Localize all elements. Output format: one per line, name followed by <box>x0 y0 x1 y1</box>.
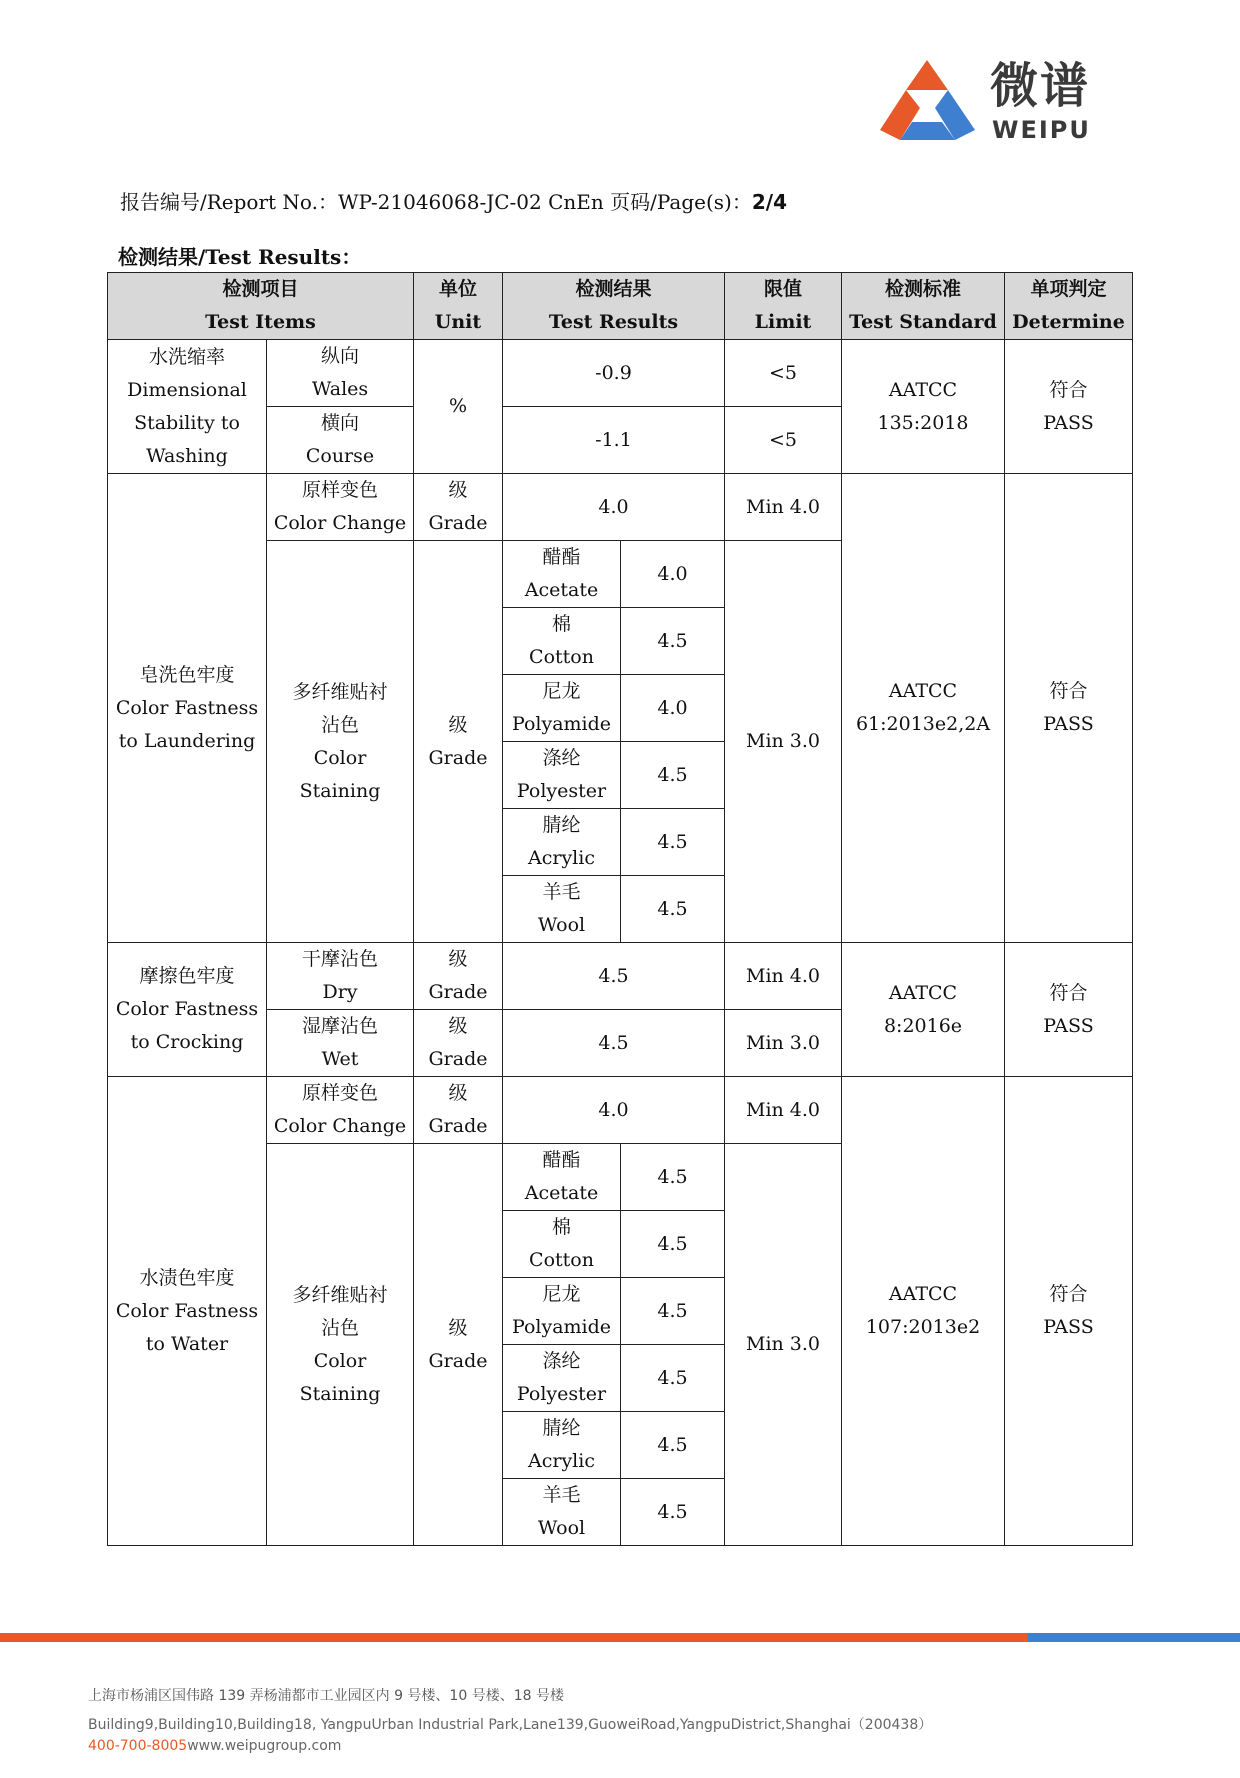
fiber-name: 棉 Cotton <box>503 1211 621 1278</box>
header-test-standard: 检测标准 Test Standard <box>842 273 1005 340</box>
report-number-line <box>120 188 787 216</box>
fiber-value: 4.5 <box>621 1211 725 1278</box>
fiber-value: 4.5 <box>621 1144 725 1211</box>
laundering-staining-limit: Min 3.0 <box>725 541 842 943</box>
laundering-color-change: 原样变色 Color Change <box>267 474 414 541</box>
crocking-dry: 干摩沾色 Dry <box>267 943 414 1010</box>
footer-contact <box>88 1738 341 1754</box>
crocking-dry-unit: 级 Grade <box>414 943 503 1010</box>
dimensional-determine: 符合 PASS <box>1005 340 1133 474</box>
report-number-text: 报告编号/Report No.：WP-21046068-JC-02 CnEn 页码/Page(s)： <box>120 190 752 214</box>
table-row <box>108 474 1133 541</box>
header-determine: 单项判定 Determine <box>1005 273 1133 340</box>
logo-english-text: WEIPU <box>992 116 1091 144</box>
crocking-wet-result: 4.5 <box>503 1010 725 1077</box>
crocking-dry-limit: Min 4.0 <box>725 943 842 1010</box>
fiber-value: 4.5 <box>621 876 725 943</box>
footer-phone: 400-700-8005 <box>88 1738 188 1754</box>
crocking-wet: 湿摩沾色 Wet <box>267 1010 414 1077</box>
fiber-value: 4.5 <box>621 608 725 675</box>
page-number: 2/4 <box>751 190 787 214</box>
dimensional-sub-course: 横向 Course <box>267 407 414 474</box>
crocking-standard: AATCC 8:2016e <box>842 943 1005 1077</box>
fiber-value: 4.0 <box>621 675 725 742</box>
fiber-name: 尼龙 Polyamide <box>503 1278 621 1345</box>
dimensional-result-course: -1.1 <box>503 407 725 474</box>
fiber-name: 羊毛 Wool <box>503 1479 621 1546</box>
crocking-wet-limit: Min 3.0 <box>725 1010 842 1077</box>
dimensional-unit: % <box>414 340 503 474</box>
dimensional-standard: AATCC 135:2018 <box>842 340 1005 474</box>
crocking-wet-unit: 级 Grade <box>414 1010 503 1077</box>
weipu-logo <box>880 58 1110 148</box>
table-row <box>108 943 1133 1010</box>
footer-website[interactable]: www.weipugroup.com <box>187 1738 342 1754</box>
crocking-determine: 符合 PASS <box>1005 943 1133 1077</box>
fiber-value: 4.5 <box>621 742 725 809</box>
water-staining-unit: 级 Grade <box>414 1144 503 1546</box>
dimensional-limit-wales: <5 <box>725 340 842 407</box>
water-staining-limit: Min 3.0 <box>725 1144 842 1546</box>
water-item-cell: 水渍色牢度 Color Fastness to Water <box>108 1077 267 1546</box>
water-determine: 符合 PASS <box>1005 1077 1133 1546</box>
footer-blue-bar <box>1028 1633 1240 1642</box>
footer-orange-bar <box>0 1633 1028 1642</box>
dimensional-item-cell: 水洗缩率 Dimensional Stability to Washing <box>108 340 267 474</box>
laundering-change-result: 4.0 <box>503 474 725 541</box>
laundering-staining: 多纤维贴衬 沾色 Color Staining <box>267 541 414 943</box>
header-limit: 限值 Limit <box>725 273 842 340</box>
laundering-determine: 符合 PASS <box>1005 474 1133 943</box>
fiber-name: 尼龙 Polyamide <box>503 675 621 742</box>
table-header-row <box>108 273 1133 340</box>
fiber-name: 醋酯 Acetate <box>503 1144 621 1211</box>
header-test-results: 检测结果 Test Results <box>503 273 725 340</box>
test-results-table <box>107 272 1133 1546</box>
crocking-dry-result: 4.5 <box>503 943 725 1010</box>
fiber-name: 棉 Cotton <box>503 608 621 675</box>
dimensional-limit-course: <5 <box>725 407 842 474</box>
fiber-name: 腈纶 Acrylic <box>503 809 621 876</box>
fiber-name: 醋酯 Acetate <box>503 541 621 608</box>
water-staining: 多纤维贴衬 沾色 Color Staining <box>267 1144 414 1546</box>
fiber-value: 4.0 <box>621 541 725 608</box>
water-change-result: 4.0 <box>503 1077 725 1144</box>
fiber-name: 羊毛 Wool <box>503 876 621 943</box>
dimensional-sub-wales: 纵向 Wales <box>267 340 414 407</box>
laundering-item-cell: 皂洗色牢度 Color Fastness to Laundering <box>108 474 267 943</box>
laundering-change-limit: Min 4.0 <box>725 474 842 541</box>
weipu-logo-mark-icon <box>880 60 975 145</box>
fiber-value: 4.5 <box>621 1412 725 1479</box>
fiber-value: 4.5 <box>621 809 725 876</box>
header-test-items: 检测项目 Test Items <box>108 273 414 340</box>
fiber-name: 涤纶 Polyester <box>503 1345 621 1412</box>
fiber-value: 4.5 <box>621 1278 725 1345</box>
water-change-unit: 级 Grade <box>414 1077 503 1144</box>
section-title: 检测结果/Test Results： <box>118 245 362 269</box>
table-row <box>108 1077 1133 1144</box>
water-change-limit: Min 4.0 <box>725 1077 842 1144</box>
fiber-name: 腈纶 Acrylic <box>503 1412 621 1479</box>
dimensional-result-wales: -0.9 <box>503 340 725 407</box>
laundering-staining-unit: 级 Grade <box>414 541 503 943</box>
crocking-item-cell: 摩擦色牢度 Color Fastness to Crocking <box>108 943 267 1077</box>
fiber-name: 涤纶 Polyester <box>503 742 621 809</box>
laundering-change-unit: 级 Grade <box>414 474 503 541</box>
laundering-standard: AATCC 61:2013e2,2A <box>842 474 1005 943</box>
header-unit: 单位 Unit <box>414 273 503 340</box>
fiber-value: 4.5 <box>621 1479 725 1546</box>
logo-chinese-text: 微谱 <box>990 58 1091 114</box>
table-row <box>108 340 1133 407</box>
water-color-change: 原样变色 Color Change <box>267 1077 414 1144</box>
fiber-value: 4.5 <box>621 1345 725 1412</box>
footer-address-cn: 上海市杨浦区国伟路 139 弄杨浦都市工业园区内 9 号楼、10 号楼、18 号楼 <box>88 1688 564 1704</box>
water-standard: AATCC 107:2013e2 <box>842 1077 1005 1546</box>
footer-address-en: Building9,Building10,Building18, YangpuUrban Industrial Park,Lane139,GuoweiRoad,YangpuDistrict,Shanghai（200438） <box>88 1717 933 1733</box>
